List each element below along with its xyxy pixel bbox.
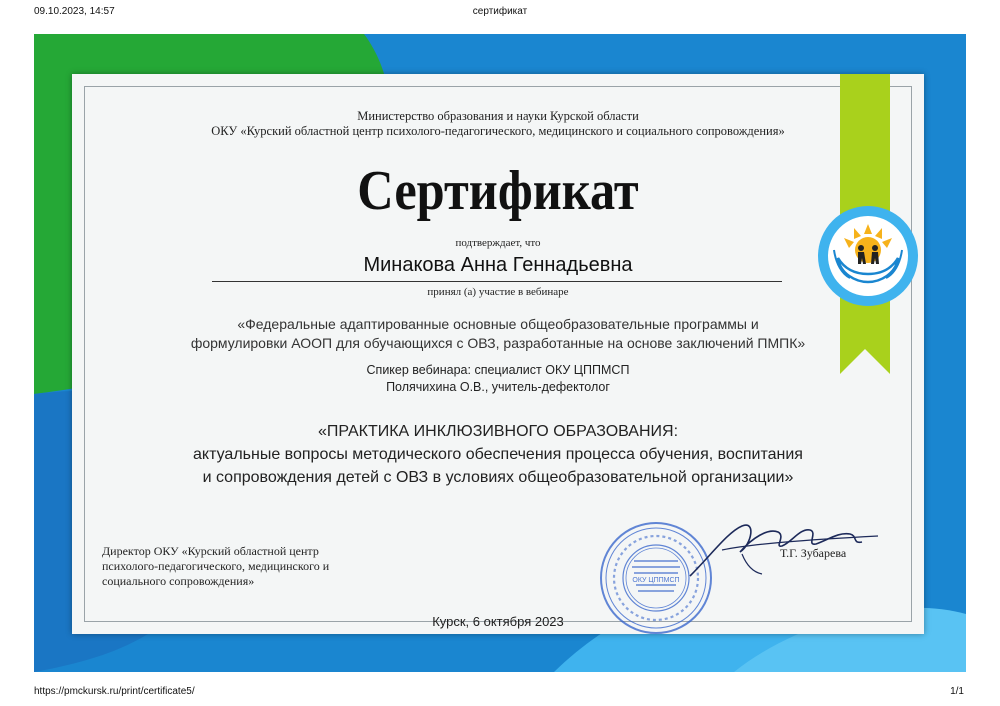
topic-line-2: актуальные вопросы методического обеспечения процесса обучения, воспитания [193, 446, 803, 463]
print-datetime: 09.10.2023, 14:57 [34, 6, 115, 17]
director-title [102, 544, 402, 589]
topic-line-3: и сопровождения детей с ОВЗ в условиях общеобразовательной организации» [202, 469, 794, 486]
confirms-label: подтверждает, что [455, 237, 541, 249]
stamp-center-text: ОКУ ЦППМСП [632, 577, 680, 584]
print-page-number: 1/1 [950, 686, 964, 697]
signer-name: Т.Г. Зубарева [780, 546, 847, 560]
took-part-label: принял (а) участие в вебинаре [427, 286, 569, 298]
name-underline [212, 281, 782, 282]
speaker-info [72, 362, 924, 396]
director-line-3: социального сопровождения» [102, 574, 255, 588]
speaker-line-2: Полячихина О.В., учитель-дефектолог [386, 380, 610, 394]
topic-block [72, 420, 924, 489]
webinar-line-2: формулировки АООП для обучающихся с ОВЗ, разработанные на основе заключений ПМПК» [190, 335, 806, 351]
certificate-title: Сертификат [357, 160, 639, 222]
certificate-sheet [34, 34, 966, 672]
print-footer [0, 680, 1000, 702]
webinar-line-1: «Федеральные адаптированные основные общеобразовательные программы и [237, 316, 759, 332]
print-header [0, 0, 1000, 22]
place-date: Курск, 6 октября 2023 [432, 614, 564, 629]
certificate-paper [72, 74, 924, 634]
ministry-line-2: ОКУ «Курский областной центр психолого-педагогического, медицинского и социального сопровождения» [211, 124, 785, 138]
recipient-name: Минакова Анна Геннадьевна [363, 254, 633, 276]
director-line-2: психолого-педагогического, медицинского и [102, 559, 330, 573]
print-url: https://pmckursk.ru/print/certificate5/ [34, 686, 195, 697]
ministry-header [72, 109, 924, 139]
speaker-line-1: Спикер вебинара: специалист ОКУ ЦППМСП [366, 363, 630, 377]
webinar-title [72, 315, 924, 353]
director-line-1: Директор ОКУ «Курский областной центр [102, 544, 319, 558]
print-title: сертификат [472, 6, 528, 17]
ministry-line-1: Министерство образования и науки Курской области [357, 109, 639, 123]
topic-line-1: «ПРАКТИКА ИНКЛЮЗИВНОГО ОБРАЗОВАНИЯ: [317, 423, 679, 440]
